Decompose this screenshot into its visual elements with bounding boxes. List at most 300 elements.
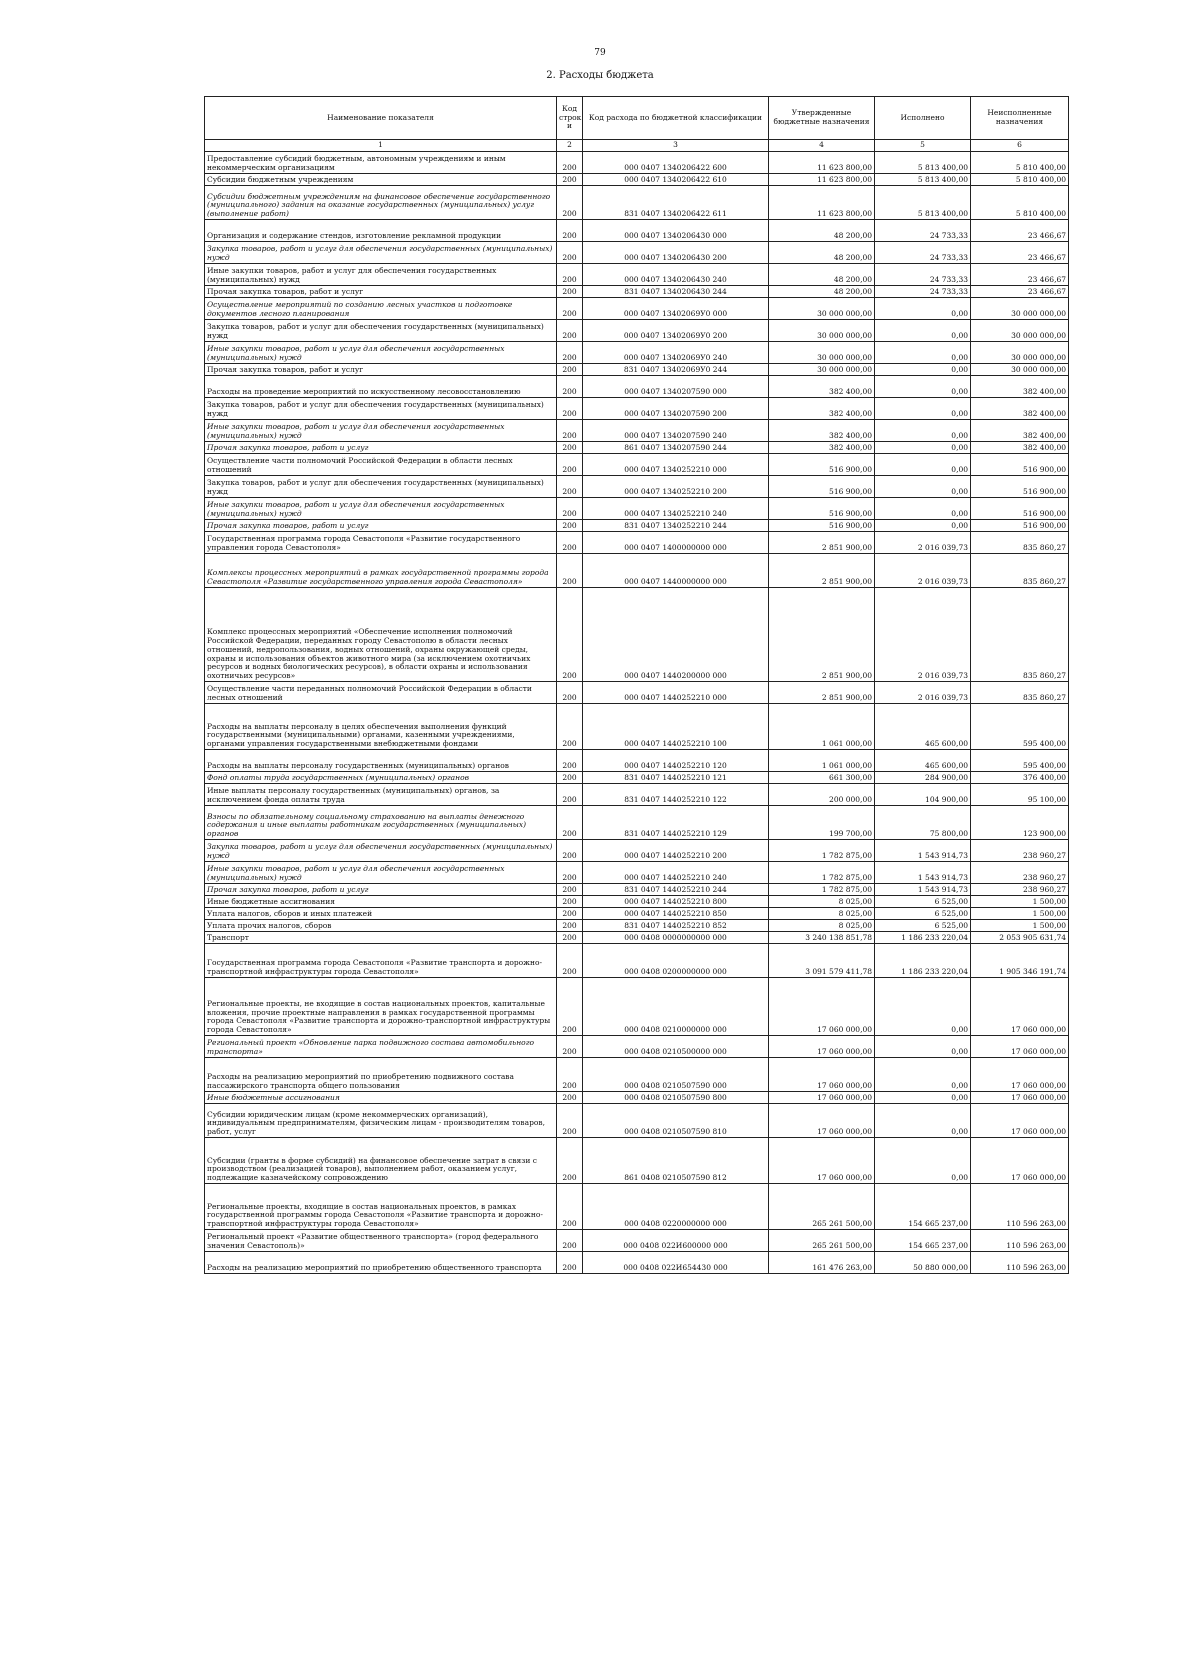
row-unexecuted: 238 960,27 [971, 884, 1069, 896]
row-expense-code: 000 0407 1440252210 120 [583, 750, 769, 772]
row-executed: 0,00 [875, 320, 971, 342]
table-row [205, 1230, 1069, 1252]
row-approved: 200 000,00 [769, 784, 875, 806]
row-expense-code: 000 0408 022И654430 000 [583, 1252, 769, 1274]
row-line-code: 200 [557, 932, 583, 944]
row-approved: 30 000 000,00 [769, 364, 875, 376]
row-line-code: 200 [557, 320, 583, 342]
row-approved: 382 400,00 [769, 376, 875, 398]
row-unexecuted: 382 400,00 [971, 442, 1069, 454]
row-expense-code: 831 0407 1440252210 121 [583, 772, 769, 784]
table-row [205, 884, 1069, 896]
row-expense-code: 000 0407 1340206422 600 [583, 152, 769, 174]
row-approved: 661 300,00 [769, 772, 875, 784]
row-line-code: 200 [557, 220, 583, 242]
row-line-code: 200 [557, 152, 583, 174]
row-expense-code: 000 0407 1340252210 000 [583, 454, 769, 476]
row-name: Региональный проект «Развитие общественного транспорта» (город федерального значения Севастополь)» [205, 1230, 557, 1252]
row-approved: 30 000 000,00 [769, 342, 875, 364]
table-row [205, 784, 1069, 806]
row-expense-code: 000 0408 0210000000 000 [583, 978, 769, 1036]
row-unexecuted: 30 000 000,00 [971, 320, 1069, 342]
row-unexecuted: 835 860,27 [971, 588, 1069, 682]
row-expense-code: 000 0407 1440000000 000 [583, 554, 769, 588]
row-expense-code: 831 0407 1440252210 852 [583, 920, 769, 932]
row-expense-code: 831 0407 1340206422 611 [583, 186, 769, 220]
table-row [205, 862, 1069, 884]
row-approved: 17 060 000,00 [769, 1058, 875, 1092]
table-row [205, 476, 1069, 498]
row-expense-code: 000 0407 13402069У0 000 [583, 298, 769, 320]
row-executed: 24 733,33 [875, 264, 971, 286]
table-row [205, 1058, 1069, 1092]
page-number: 79 [594, 48, 606, 58]
row-executed: 2 016 039,73 [875, 554, 971, 588]
row-executed: 104 900,00 [875, 784, 971, 806]
row-approved: 265 261 500,00 [769, 1184, 875, 1230]
row-name: Предоставление субсидий бюджетным, автономным учреждениям и иным некоммерческим организациям [205, 152, 557, 174]
row-line-code: 200 [557, 920, 583, 932]
row-expense-code: 000 0407 1440252210 240 [583, 862, 769, 884]
row-approved: 30 000 000,00 [769, 320, 875, 342]
row-name: Государственная программа города Севастополя «Развитие транспорта и дорожно-транспортной инфраструктуры города Севастополя» [205, 944, 557, 978]
row-unexecuted: 835 860,27 [971, 554, 1069, 588]
row-approved: 1 061 000,00 [769, 704, 875, 750]
row-line-code: 200 [557, 884, 583, 896]
row-executed: 6 525,00 [875, 908, 971, 920]
row-name: Осуществление части переданных полномочий Российской Федерации в области лесных отношений [205, 682, 557, 704]
row-approved: 8 025,00 [769, 896, 875, 908]
row-expense-code: 000 0408 0220000000 000 [583, 1184, 769, 1230]
table-row [205, 520, 1069, 532]
row-name: Прочая закупка товаров, работ и услуг [205, 442, 557, 454]
row-executed: 50 880 000,00 [875, 1252, 971, 1274]
row-unexecuted: 835 860,27 [971, 532, 1069, 554]
row-name: Расходы на выплаты персоналу государственных (муниципальных) органов [205, 750, 557, 772]
row-unexecuted: 376 400,00 [971, 772, 1069, 784]
row-line-code: 200 [557, 298, 583, 320]
row-approved: 11 623 800,00 [769, 186, 875, 220]
row-expense-code: 000 0407 13402069У0 200 [583, 320, 769, 342]
table-row [205, 264, 1069, 286]
row-line-code: 200 [557, 750, 583, 772]
table-row [205, 944, 1069, 978]
row-executed: 1 186 233 220,04 [875, 944, 971, 978]
row-name: Транспорт [205, 932, 557, 944]
row-approved: 1 782 875,00 [769, 840, 875, 862]
row-expense-code: 000 0408 0210507590 800 [583, 1092, 769, 1104]
row-name: Расходы на выплаты персоналу в целях обеспечения выполнения функций государственными (муниципальными) органами, казенными учреждениями, органами управления государственными внебюджетными фондами [205, 704, 557, 750]
row-executed: 154 665 237,00 [875, 1230, 971, 1252]
table-body [205, 152, 1069, 1274]
row-expense-code: 000 0407 1400000000 000 [583, 532, 769, 554]
row-approved: 516 900,00 [769, 520, 875, 532]
row-line-code: 200 [557, 264, 583, 286]
row-executed: 0,00 [875, 1092, 971, 1104]
row-approved: 17 060 000,00 [769, 1092, 875, 1104]
row-approved: 2 851 900,00 [769, 588, 875, 682]
row-expense-code: 000 0407 1340207590 000 [583, 376, 769, 398]
table-row [205, 932, 1069, 944]
row-name: Региональные проекты, не входящие в состав национальных проектов, капитальные вложения, прочие проектные направления в рамках государственной программы города Севастополя «Развитие транспорта и дорожно-транспортной инфраструктуры города Севастополя» [205, 978, 557, 1036]
row-approved: 17 060 000,00 [769, 1104, 875, 1138]
row-approved: 11 623 800,00 [769, 174, 875, 186]
row-executed: 24 733,33 [875, 286, 971, 298]
row-executed: 24 733,33 [875, 220, 971, 242]
row-name: Прочая закупка товаров, работ и услуг [205, 364, 557, 376]
row-line-code: 200 [557, 784, 583, 806]
row-approved: 2 851 900,00 [769, 682, 875, 704]
table-row [205, 1104, 1069, 1138]
row-executed: 2 016 039,73 [875, 532, 971, 554]
row-unexecuted: 17 060 000,00 [971, 1104, 1069, 1138]
row-name: Иные бюджетные ассигнования [205, 1092, 557, 1104]
row-name: Прочая закупка товаров, работ и услуг [205, 884, 557, 896]
table-row [205, 1092, 1069, 1104]
row-name: Взносы по обязательному социальному страхованию на выплаты денежного содержания и иные выплаты работникам государственных (муниципальных) органов [205, 806, 557, 840]
column-number: 2 [557, 140, 583, 152]
row-name: Иные закупки товаров, работ и услуг для обеспечения государственных (муниципальных) нужд [205, 862, 557, 884]
row-executed: 465 600,00 [875, 704, 971, 750]
row-name: Расходы на проведение мероприятий по искусственному лесовосстановлению [205, 376, 557, 398]
header-indicator-name: Наименование показателя [205, 97, 557, 140]
row-approved: 8 025,00 [769, 908, 875, 920]
row-expense-code: 000 0408 022И600000 000 [583, 1230, 769, 1252]
row-name: Комплексы процессных мероприятий в рамках государственной программы города Севастополя «Развитие государственного управления города Севастополя» [205, 554, 557, 588]
row-line-code: 200 [557, 1092, 583, 1104]
row-line-code: 200 [557, 896, 583, 908]
row-unexecuted: 382 400,00 [971, 376, 1069, 398]
row-executed: 154 665 237,00 [875, 1184, 971, 1230]
row-unexecuted: 238 960,27 [971, 862, 1069, 884]
row-unexecuted: 23 466,67 [971, 286, 1069, 298]
row-name: Субсидии (гранты в форме субсидий) на финансовое обеспечение затрат в связи с производством (реализацией товаров), выполнением работ, оказанием услуг, подлежащие казначейскому сопровождению [205, 1138, 557, 1184]
row-name: Государственная программа города Севастополя «Развитие государственного управления города Севастополя» [205, 532, 557, 554]
row-executed: 5 813 400,00 [875, 174, 971, 186]
row-executed: 0,00 [875, 298, 971, 320]
section-title: 2. Расходы бюджета [546, 70, 654, 81]
row-unexecuted: 516 900,00 [971, 454, 1069, 476]
table-row [205, 454, 1069, 476]
row-line-code: 200 [557, 398, 583, 420]
row-name: Комплекс процессных мероприятий «Обеспечение исполнения полномочий Российской Федерации, переданных городу Севастополю в области лесных отношений, недропользования, водных отношений, охраны окружающей среды, охраны и использования объектов животного мира (за исключением охотничьих ресурсов и водных биологических ресурсов), в области охраны и использования охотничьих ресурсов» [205, 588, 557, 682]
budget-expenses-table [204, 96, 1069, 1274]
row-line-code: 200 [557, 420, 583, 442]
row-line-code: 200 [557, 772, 583, 784]
row-line-code: 200 [557, 944, 583, 978]
header-unexecuted: Неисполненные назначения [971, 97, 1069, 140]
row-expense-code: 831 0407 1340206430 244 [583, 286, 769, 298]
row-expense-code: 000 0407 1440252210 850 [583, 908, 769, 920]
row-executed: 1 543 914,73 [875, 840, 971, 862]
column-number-row [205, 140, 1069, 152]
row-executed: 0,00 [875, 1058, 971, 1092]
row-approved: 30 000 000,00 [769, 298, 875, 320]
table-row [205, 342, 1069, 364]
table-row [205, 1036, 1069, 1058]
row-approved: 1 782 875,00 [769, 884, 875, 896]
row-name: Иные закупки товаров, работ и услуг для обеспечения государственных (муниципальных) нужд [205, 498, 557, 520]
row-executed: 0,00 [875, 520, 971, 532]
row-executed: 284 900,00 [875, 772, 971, 784]
row-unexecuted: 516 900,00 [971, 520, 1069, 532]
table-row [205, 806, 1069, 840]
row-name: Региональные проекты, входящие в состав национальных проектов, в рамках государственной программы города Севастополя «Развитие транспорта и дорожно-транспортной инфраструктуры города Севастополя» [205, 1184, 557, 1230]
row-expense-code: 000 0407 1340206430 240 [583, 264, 769, 286]
table-row [205, 442, 1069, 454]
column-number: 3 [583, 140, 769, 152]
row-unexecuted: 17 060 000,00 [971, 1058, 1069, 1092]
row-unexecuted: 17 060 000,00 [971, 1092, 1069, 1104]
row-approved: 516 900,00 [769, 498, 875, 520]
row-unexecuted: 5 810 400,00 [971, 152, 1069, 174]
row-approved: 2 851 900,00 [769, 554, 875, 588]
row-name: Уплата налогов, сборов и иных платежей [205, 908, 557, 920]
row-approved: 265 261 500,00 [769, 1230, 875, 1252]
row-name: Иные закупки товаров, работ и услуг для обеспечения государственных (муниципальных) нужд [205, 264, 557, 286]
row-approved: 3 091 579 411,78 [769, 944, 875, 978]
row-executed: 5 813 400,00 [875, 186, 971, 220]
row-unexecuted: 5 810 400,00 [971, 186, 1069, 220]
row-line-code: 200 [557, 454, 583, 476]
row-unexecuted: 23 466,67 [971, 264, 1069, 286]
row-executed: 0,00 [875, 376, 971, 398]
row-approved: 17 060 000,00 [769, 1036, 875, 1058]
row-name: Иные выплаты персоналу государственных (муниципальных) органов, за исключением фонда оплаты труда [205, 784, 557, 806]
column-number: 6 [971, 140, 1069, 152]
row-line-code: 200 [557, 588, 583, 682]
table-row [205, 908, 1069, 920]
row-approved: 516 900,00 [769, 454, 875, 476]
row-unexecuted: 110 596 263,00 [971, 1184, 1069, 1230]
row-line-code: 200 [557, 840, 583, 862]
row-line-code: 200 [557, 242, 583, 264]
row-unexecuted: 110 596 263,00 [971, 1252, 1069, 1274]
row-line-code: 200 [557, 1252, 583, 1274]
row-name: Осуществление части полномочий Российской Федерации в области лесных отношений [205, 454, 557, 476]
row-expense-code: 861 0407 1340207590 244 [583, 442, 769, 454]
row-name: Иные бюджетные ассигнования [205, 896, 557, 908]
table-row [205, 364, 1069, 376]
row-name: Закупка товаров, работ и услуг для обеспечения государственных (муниципальных) нужд [205, 476, 557, 498]
row-unexecuted: 30 000 000,00 [971, 364, 1069, 376]
row-unexecuted: 30 000 000,00 [971, 298, 1069, 320]
row-expense-code: 000 0408 0200000000 000 [583, 944, 769, 978]
table-row [205, 840, 1069, 862]
row-executed: 0,00 [875, 1104, 971, 1138]
row-unexecuted: 30 000 000,00 [971, 342, 1069, 364]
header-approved: Утвержденные бюджетные назначения [769, 97, 875, 140]
row-approved: 1 061 000,00 [769, 750, 875, 772]
row-expense-code: 000 0407 1340206430 000 [583, 220, 769, 242]
row-name: Осуществление мероприятий по созданию лесных участков и подготовке документов лесного планирования [205, 298, 557, 320]
row-name: Субсидии бюджетным учреждениям на финансовое обеспечение государственного (муниципального) задания на оказание государственных (муниципальных) услуг (выполнение работ) [205, 186, 557, 220]
row-expense-code: 000 0407 1440252210 100 [583, 704, 769, 750]
row-unexecuted: 382 400,00 [971, 398, 1069, 420]
row-expense-code: 831 0407 13402069У0 244 [583, 364, 769, 376]
row-approved: 161 476 263,00 [769, 1252, 875, 1274]
row-unexecuted: 5 810 400,00 [971, 174, 1069, 186]
row-executed: 0,00 [875, 364, 971, 376]
row-executed: 1 186 233 220,04 [875, 932, 971, 944]
row-executed: 5 813 400,00 [875, 152, 971, 174]
row-line-code: 200 [557, 682, 583, 704]
row-approved: 382 400,00 [769, 442, 875, 454]
row-expense-code: 831 0407 1440252210 244 [583, 884, 769, 896]
row-executed: 0,00 [875, 476, 971, 498]
row-name: Субсидии бюджетным учреждениям [205, 174, 557, 186]
row-name: Закупка товаров, работ и услуг для обеспечения государственных (муниципальных) нужд [205, 320, 557, 342]
table-row [205, 532, 1069, 554]
row-line-code: 200 [557, 342, 583, 364]
header-expense-code: Код расхода по бюджетной классификации [583, 97, 769, 140]
row-line-code: 200 [557, 364, 583, 376]
row-approved: 17 060 000,00 [769, 1138, 875, 1184]
table-row [205, 498, 1069, 520]
row-expense-code: 000 0408 0210507590 000 [583, 1058, 769, 1092]
row-approved: 48 200,00 [769, 264, 875, 286]
row-line-code: 200 [557, 1138, 583, 1184]
row-name: Расходы на реализацию мероприятий по приобретению общественного транспорта [205, 1252, 557, 1274]
table-row [205, 242, 1069, 264]
row-approved: 48 200,00 [769, 220, 875, 242]
row-unexecuted: 17 060 000,00 [971, 1138, 1069, 1184]
row-expense-code: 000 0407 1440252210 800 [583, 896, 769, 908]
row-expense-code: 831 0407 1340252210 244 [583, 520, 769, 532]
row-unexecuted: 382 400,00 [971, 420, 1069, 442]
row-line-code: 200 [557, 476, 583, 498]
row-expense-code: 000 0407 1340252210 200 [583, 476, 769, 498]
row-unexecuted: 595 400,00 [971, 704, 1069, 750]
table-row [205, 682, 1069, 704]
table-row [205, 554, 1069, 588]
table-row [205, 286, 1069, 298]
table-header-row [205, 97, 1069, 140]
row-line-code: 200 [557, 1230, 583, 1252]
row-expense-code: 000 0407 1340206430 200 [583, 242, 769, 264]
row-executed: 1 543 914,73 [875, 884, 971, 896]
row-approved: 17 060 000,00 [769, 978, 875, 1036]
row-line-code: 200 [557, 1104, 583, 1138]
row-approved: 8 025,00 [769, 920, 875, 932]
row-unexecuted: 1 500,00 [971, 920, 1069, 932]
table-row [205, 896, 1069, 908]
row-unexecuted: 110 596 263,00 [971, 1230, 1069, 1252]
table-row [205, 920, 1069, 932]
table-row [205, 152, 1069, 174]
table-row [205, 320, 1069, 342]
row-executed: 75 800,00 [875, 806, 971, 840]
row-name: Уплата прочих налогов, сборов [205, 920, 557, 932]
row-name: Закупка товаров, работ и услуг для обеспечения государственных (муниципальных) нужд [205, 840, 557, 862]
row-approved: 48 200,00 [769, 286, 875, 298]
row-unexecuted: 516 900,00 [971, 498, 1069, 520]
row-line-code: 200 [557, 286, 583, 298]
row-unexecuted: 2 053 905 631,74 [971, 932, 1069, 944]
table-row [205, 978, 1069, 1036]
row-approved: 3 240 138 851,78 [769, 932, 875, 944]
row-line-code: 200 [557, 498, 583, 520]
row-unexecuted: 17 060 000,00 [971, 978, 1069, 1036]
row-expense-code: 831 0407 1440252210 122 [583, 784, 769, 806]
row-executed: 465 600,00 [875, 750, 971, 772]
row-expense-code: 000 0407 1440252210 000 [583, 682, 769, 704]
table-row [205, 750, 1069, 772]
row-executed: 0,00 [875, 978, 971, 1036]
row-line-code: 200 [557, 1036, 583, 1058]
table-row [205, 772, 1069, 784]
table-row [205, 220, 1069, 242]
row-unexecuted: 835 860,27 [971, 682, 1069, 704]
row-name: Прочая закупка товаров, работ и услуг [205, 520, 557, 532]
row-name: Иные закупки товаров, работ и услуг для обеспечения государственных (муниципальных) нужд [205, 342, 557, 364]
row-unexecuted: 1 905 346 191,74 [971, 944, 1069, 978]
row-expense-code: 861 0408 0210507590 812 [583, 1138, 769, 1184]
row-executed: 0,00 [875, 454, 971, 476]
row-executed: 2 016 039,73 [875, 588, 971, 682]
row-expense-code: 831 0407 1440252210 129 [583, 806, 769, 840]
row-expense-code: 000 0407 1340206422 610 [583, 174, 769, 186]
row-unexecuted: 23 466,67 [971, 242, 1069, 264]
row-line-code: 200 [557, 908, 583, 920]
row-unexecuted: 516 900,00 [971, 476, 1069, 498]
row-name: Закупка товаров, работ и услуг для обеспечения государственных (муниципальных) нужд [205, 242, 557, 264]
row-executed: 0,00 [875, 1036, 971, 1058]
row-line-code: 200 [557, 862, 583, 884]
header-executed: Исполнено [875, 97, 971, 140]
table-row [205, 704, 1069, 750]
row-executed: 6 525,00 [875, 896, 971, 908]
row-unexecuted: 238 960,27 [971, 840, 1069, 862]
row-name: Прочая закупка товаров, работ и услуг [205, 286, 557, 298]
row-unexecuted: 1 500,00 [971, 896, 1069, 908]
row-expense-code: 000 0407 1340207590 240 [583, 420, 769, 442]
row-unexecuted: 17 060 000,00 [971, 1036, 1069, 1058]
row-approved: 1 782 875,00 [769, 862, 875, 884]
row-name: Фонд оплаты труда государственных (муниципальных) органов [205, 772, 557, 784]
row-line-code: 200 [557, 978, 583, 1036]
row-approved: 199 700,00 [769, 806, 875, 840]
row-expense-code: 000 0408 0210500000 000 [583, 1036, 769, 1058]
row-line-code: 200 [557, 520, 583, 532]
row-line-code: 200 [557, 554, 583, 588]
row-expense-code: 000 0407 1340207590 200 [583, 398, 769, 420]
row-executed: 0,00 [875, 398, 971, 420]
table-row [205, 1252, 1069, 1274]
row-executed: 0,00 [875, 442, 971, 454]
table-row [205, 398, 1069, 420]
row-expense-code: 000 0408 0000000000 000 [583, 932, 769, 944]
row-executed: 0,00 [875, 420, 971, 442]
row-expense-code: 000 0407 1440200000 000 [583, 588, 769, 682]
row-approved: 2 851 900,00 [769, 532, 875, 554]
row-expense-code: 000 0408 0210507590 810 [583, 1104, 769, 1138]
column-number: 4 [769, 140, 875, 152]
row-expense-code: 000 0407 13402069У0 240 [583, 342, 769, 364]
header-line-code: Код строк и [557, 97, 583, 140]
row-executed: 24 733,33 [875, 242, 971, 264]
table-row [205, 298, 1069, 320]
row-unexecuted: 95 100,00 [971, 784, 1069, 806]
row-name: Иные закупки товаров, работ и услуг для обеспечения государственных (муниципальных) нужд [205, 420, 557, 442]
column-number: 5 [875, 140, 971, 152]
row-approved: 516 900,00 [769, 476, 875, 498]
row-executed: 0,00 [875, 498, 971, 520]
row-name: Организация и содержание стендов, изготовление рекламной продукции [205, 220, 557, 242]
row-line-code: 200 [557, 186, 583, 220]
row-executed: 6 525,00 [875, 920, 971, 932]
row-line-code: 200 [557, 376, 583, 398]
